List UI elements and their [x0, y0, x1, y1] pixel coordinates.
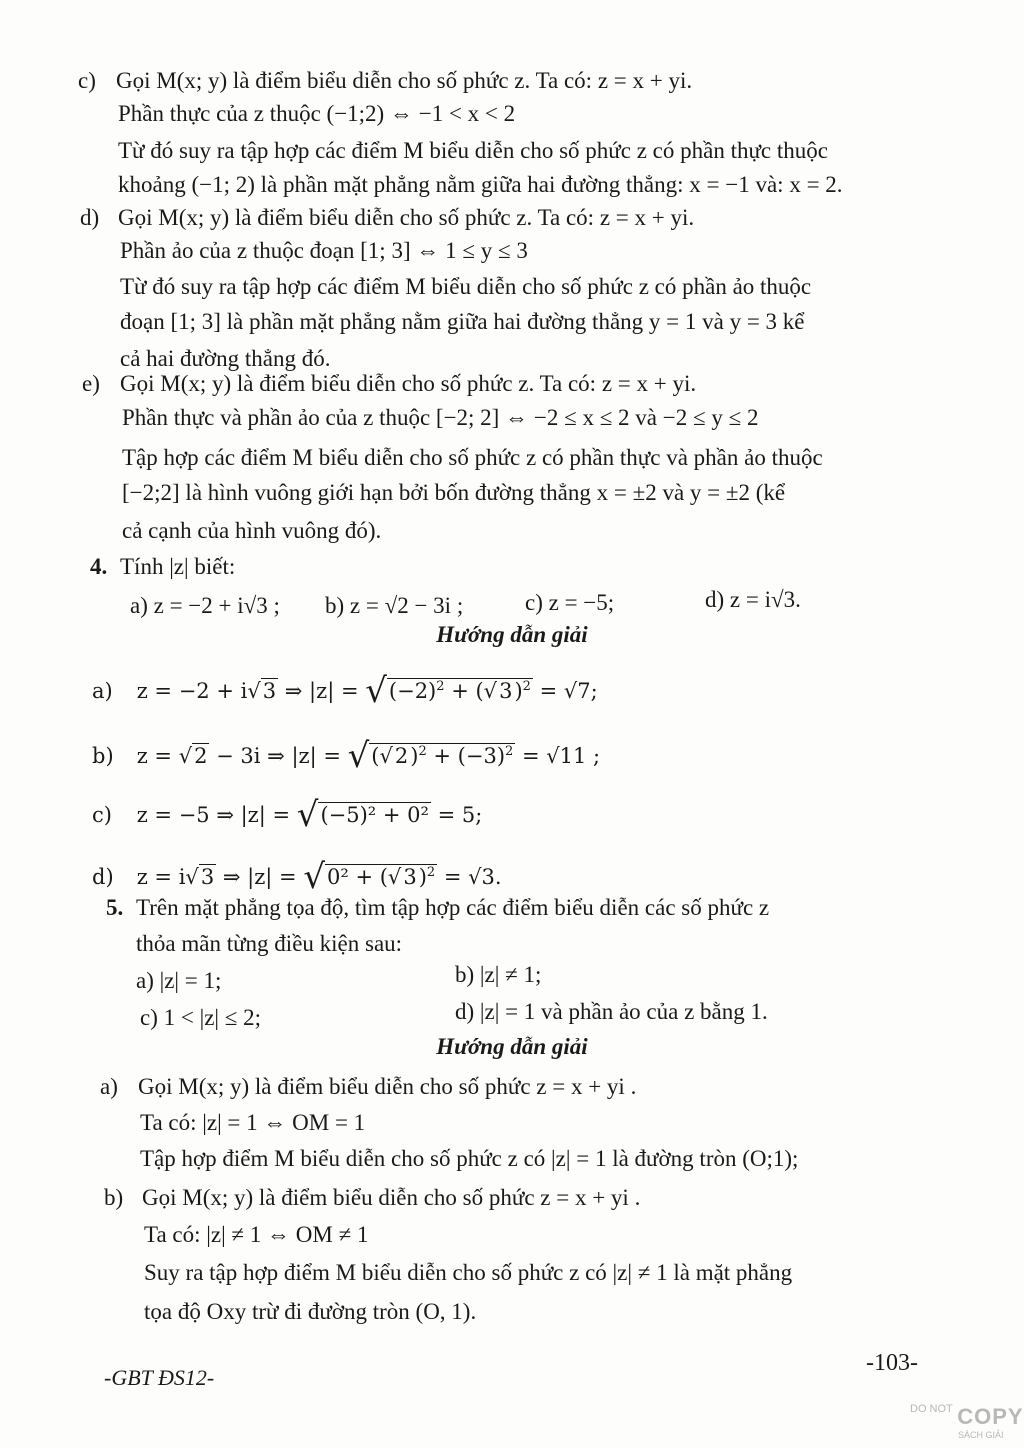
part-c-line-3: Từ đó suy ra tập hợp các điểm M biểu diễn cho số phức z có phần thực thuộc	[118, 138, 828, 163]
problem-5-option-a: a) |z| = 1;	[136, 968, 222, 993]
part-e-line-1: e) Gọi M(x; y) là điểm biểu diễn cho số phức z. Ta có: z = x + yi.	[82, 371, 697, 396]
problem-5-option-c: c) 1 < |z| ≤ 2;	[140, 1005, 262, 1030]
solution-4c: c) z = −5 ⇒ |z| = √(−5)² + 0² = 5;	[92, 795, 483, 835]
problem-5-solution-heading: Hướng dẫn giải	[436, 1034, 588, 1059]
sqrt-radical: √(−5)² + 0²	[296, 795, 429, 835]
sqrt-radical: $√(√2)^2 + (-3)^2$	[347, 736, 514, 776]
solution-5b-line-3: Suy ra tập hợp điểm M biểu diễn cho số phức z có |z| ≠ 1 là mặt phẳng	[144, 1260, 793, 1285]
part-d-line-5: cả hai đường thẳng đó.	[120, 346, 331, 371]
part-c-line-2: Phần thực của z thuộc (−1;2) ⇔ −1 < x < 2	[118, 101, 516, 126]
footer-book-code: -GBT ĐS12-	[104, 1365, 215, 1390]
solution-5a-line-1: a) Gọi M(x; y) là điểm biểu diễn cho số phức z = x + yi .	[100, 1074, 637, 1099]
sqrt-3: √3	[247, 679, 277, 703]
problem-4-option-a: a) z = −2 + i√3 ;	[130, 593, 280, 618]
part-e-line-5: cả cạnh của hình vuông đó).	[122, 518, 382, 543]
solution-4b: b) z = √2 − 3i ⇒ $|z| = √(√2)^2 + (-3)^2 = √11$ ;	[92, 736, 601, 776]
solution-4d: d) z = i√3 ⇒ $|z| = √0^2 + (√3)^2 = √3$.	[92, 857, 502, 897]
problem-5-option-b: b) |z| ≠ 1;	[455, 962, 542, 987]
sqrt-radical: $√0^2 + (√3)^2$	[303, 857, 436, 897]
solution-5b-line-2: Ta có: |z| ≠ 1 ⇔ OM ≠ 1	[144, 1222, 369, 1247]
part-e-line-3: Tập hợp các điểm M biểu diễn cho số phức z có phần thực và phần ảo thuộc	[122, 445, 823, 470]
part-c-line-4: khoảng (−1; 2) là phần mặt phẳng nằm giữa hai đường thẳng: x = −1 và: x = 2.	[118, 172, 843, 197]
problem-5-statement-2: thỏa mãn từng điều kiện sau:	[136, 931, 403, 956]
page-number: -103-	[866, 1350, 918, 1376]
part-e-line-2: Phần thực và phần ảo của z thuộc [−2; 2] ⇔ −2 ≤ x ≤ 2 và −2 ≤ y ≤ 2	[122, 405, 759, 430]
solution-5b-line-4: tọa độ Oxy trừ đi đường tròn (O, 1).	[144, 1299, 477, 1324]
watermark-logo: DO NOT COPY SÁCH GIẢI	[910, 1403, 1024, 1440]
problem-5-statement-1: 5. Trên mặt phẳng tọa độ, tìm tập hợp các điểm biểu diễn các số phức z	[106, 895, 770, 920]
solution-5a-line-2: Ta có: |z| = 1 ⇔ OM = 1	[140, 1110, 366, 1135]
part-d-line-2: Phần ảo của z thuộc đoạn [1; 3] ⇔ 1 ≤ y ≤ 3	[120, 238, 528, 263]
problem-4-option-c: c) z = −5;	[525, 590, 615, 615]
part-d-line-3: Từ đó suy ra tập hợp các điểm M biểu diễn cho số phức z có phần ảo thuộc	[120, 274, 812, 299]
sqrt-radical: $√(-2)^2 + (√3)^2$	[365, 671, 531, 711]
problem-4-option-b: b) z = √2 − 3i ;	[325, 593, 464, 618]
part-c-line-1: c) Gọi M(x; y) là điểm biểu diễn cho số phức z. Ta có: z = x + yi.	[78, 68, 693, 93]
part-e-line-4: [−2;2] là hình vuông giới hạn bởi bốn đường thẳng x = ±2 và y = ±2 (kể	[122, 480, 786, 505]
solution-5a-line-3: Tập hợp điểm M biểu diễn cho số phức z có |z| = 1 là đường tròn (O;1);	[140, 1146, 799, 1171]
part-d-line-1: d) Gọi M(x; y) là điểm biểu diễn cho số phức z. Ta có: z = x + yi.	[80, 205, 695, 230]
problem-5-option-d: d) |z| = 1 và phần ảo của z bằng 1.	[455, 999, 768, 1024]
problem-4-option-d: d) z = i√3.	[705, 587, 801, 612]
solution-4a: a) z = −2 + i√3 ⇒ $|z| = √(-2)^2 + (√3)^2 = √7$;	[92, 671, 598, 711]
solution-5b-line-1: b) Gọi M(x; y) là điểm biểu diễn cho số phức z = x + yi .	[104, 1185, 641, 1210]
problem-4-statement: 4. Tính |z| biết:	[90, 554, 236, 579]
part-d-line-4: đoạn [1; 3] là phần mặt phẳng nằm giữa hai đường thẳng y = 1 và y = 3 kể	[120, 309, 805, 334]
problem-4-solution-heading: Hướng dẫn giải	[436, 622, 588, 647]
